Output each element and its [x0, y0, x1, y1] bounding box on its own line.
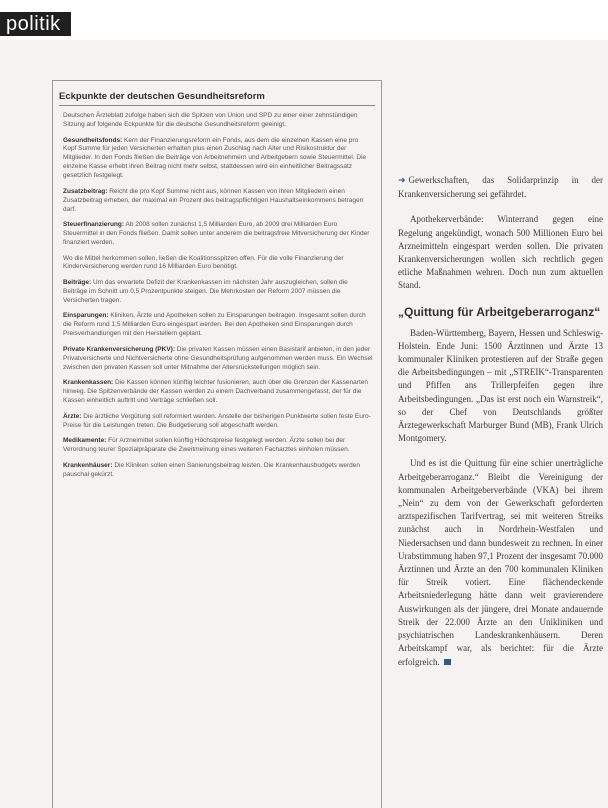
paragraph-text: Kliniken, Ärzte und Apotheken sollen zu Einsparungen beitragen. Insgesamt sollen durch die Reform rund 1,5 Milliarden Euro eingespart werden. Bei den Apotheken sind Einsparungen durch Preisverhandlungen mit den Herstellern geplant.: [63, 312, 366, 338]
info-box-title: Eckpunkte der deutschen Gesundheitsreform: [59, 91, 375, 106]
article-paragraph-2: Baden-Württemberg, Bayern, Hessen und Schleswig-Holstein. Ende Juni: 1500 Ärztinnen und Ärzte 13 kommunaler Kliniken protestieren auf der Straße gegen die Arbeitsbedingungen – mit „STREIK“-Transparenten und Pfiffen ans Trillerpfeifen gegen ihre Arbeitsbedingungen. „Das ist erst noch ein Warnstreik“, so der Chef von Deutschlands größter Ärztegewerkschaft Marburger Bund (MB), Frank Ulrich Montgomery.: [398, 327, 603, 444]
paragraph-lead: Krankenhäuser:: [63, 461, 113, 469]
article-paragraph-3: [398, 457, 603, 668]
info-box-paragraph: [63, 346, 373, 373]
paragraph-lead: Gesundheitsfonds:: [63, 136, 123, 144]
paragraph-lead: Private Krankenversicherung (PKV):: [63, 345, 175, 353]
info-box-paragraphs: [53, 112, 381, 479]
info-box-paragraph: [63, 279, 373, 306]
paragraph-text: Ab 2008 sollen zunächst 1,5 Milliarden Euro, ab 2009 drei Milliarden Euro Steuermittel in den Fonds fließen. Damit sollen unter anderem die beitragsfreie Mitversicherung der Kinder finanziert werden.: [63, 221, 370, 246]
end-mark-icon: [444, 659, 451, 665]
article-paragraph-1: Apothekerverbände: Winterrand gegen eine Regelung angekündigt, wonach 500 Millionen Euro bei Arzneimitteln eingespart werden sollen. Die privaten Krankenversicherungen wollen sich rechtlich gegen etliche Maßnahmen wehren. Doch nun zum aktuellen Stand.: [398, 214, 603, 291]
section-tag: politik: [0, 12, 71, 36]
info-box-paragraph: [63, 188, 373, 215]
info-box-paragraph: [63, 437, 373, 455]
paragraph-text: Die Kassen können künftig leichter fusionieren, auch über die Grenzen der Kassenarten hinweg. Die Spitzenverbände der Kassen werden zu einem Dachverband zusammengefasst, der für die Kassen einheitlich auftritt und Verträge schließen soll.: [63, 379, 368, 405]
info-box-paragraph: [63, 462, 373, 480]
paragraph-lead: Einsparungen:: [63, 312, 109, 320]
paragraph-text: Die privaten Kassen müssen einen Basistarif anbieten, in den jeder Privatversicherte und Nichtversicherte ohne Gesundheitsprüfung aufgenommen werden muss. Ein Wechsel zwischen den privaten Kassen soll unter Mitnahme der Altersrückstellungen möglich sein.: [63, 345, 373, 371]
paragraph-text: Für Arzneimittel sollen künftig Höchstpreise festgelegt werden. Ärzte sollen bei der Verordnung teurer Spezialpräparate die Zweitmeinung eines weiteren Facharztes einholen müssen.: [63, 437, 350, 454]
article-opening-text: Gewerkschaften, das Solidarprinzip in der Krankenversicherung sei gefährdet.: [398, 175, 603, 200]
paragraph-text: Die Kliniken sollen einen Sanierungsbeitrag leisten. Die Krankenhausbudgets werden pauschal gekürzt.: [63, 461, 361, 478]
paragraph-text: Die ärztliche Vergütung soll reformiert werden. Anstelle der bisherigen Punktwerte sollen feste Euro-Preise für die Leistungen treten. Die Budgetierung soll abgeschafft werden.: [63, 412, 371, 429]
paragraph-lead: Beiträge:: [63, 279, 92, 287]
article-subheading: „Quittung für Arbeitgeberarroganz“: [398, 304, 601, 319]
paragraph-lead: Krankenkassen:: [63, 379, 114, 387]
info-box-paragraph: [63, 379, 373, 406]
paragraph-lead: Steuerfinanzierung:: [63, 221, 125, 229]
paragraph-lead: Zusatzbeitrag:: [63, 187, 108, 195]
info-box-paragraph: [63, 413, 373, 431]
paragraph-lead: Medikamente:: [63, 437, 107, 445]
article-column: [398, 174, 603, 681]
page-header: [0, 0, 608, 40]
info-box-paragraph: [63, 221, 373, 248]
info-box-frame: [52, 80, 382, 808]
info-box-paragraph: [63, 312, 373, 339]
article-paragraph-3-text: Und es ist die Quittung für eine schier unerträgliche Arbeitgeberarroganz.“ Bleibt die Vereinigung der kommunalen Arbeitgeberverbände (VKA) bei ihrem „Nein“ zu dem von der Gewerkschaft geforderten arztspezifischen Tarifvertrag, sei mit weiteren Streiks zunächst auch in Nordrhein-Westfalen und Niedersachsen und dann bundesweit zu rechnen. In einer Urabstimmung haben 97,1 Prozent der insgesamt 70.000 Ärztinnen und Ärzte an den 700 kommunalen Kliniken für Streik votiert. Eine flächendeckende Arbeitsniederlegung hätte dann weit gravierendere Auswirkungen als der jüngere, drei Monate andauernde Streik der 22.000 Ärzte an den Unikliniken und psychiatrischen Landeskrankenhäusern. Deren Arbeitskampf war, als berichtet: für die Ärzte erfolgreich.: [398, 458, 603, 667]
info-box-paragraph: [63, 112, 373, 130]
paragraph-text: Reicht die pro Kopf Summe nicht aus, können Kassen von ihren Mitgliedern einen Zusatzbeitrag erheben, der maximal ein Prozent des beitragspflichtigen Haushaltseinkommens betragen darf.: [63, 187, 364, 213]
paragraph-lead: Ärzte:: [63, 412, 82, 420]
paragraph-text: Um das erwartete Defizit der Krankenkassen im nächsten Jahr auszugleichen, sollen die Beiträge im Schnitt um 0,5 Prozentpunkte steigen. Die Mehrkosten der Reform 2007 müssen die Versicherten tragen.: [63, 279, 348, 304]
info-box-paragraph: [63, 137, 373, 182]
article-opening: [398, 174, 603, 201]
info-box: [53, 91, 381, 486]
info-box-paragraph: [63, 255, 373, 273]
paragraph-text: Deutschen Ärzteblatt zufolge haben sich die Spitzen von Union und SPD zu einer einer zehnstündigen Sitzung auf folgende Eckpunkte für die deutsche Gesundheitsreform geeinigt.: [63, 112, 358, 128]
continuation-arrow-icon: ➜: [398, 176, 406, 186]
paragraph-text: Wo die Mittel herkommen sollen, ließen die Koalitionsspitzen offen. Für die volle Finanzierung der Kinderversicherung werden rund 16 Milliarden Euro benötigt.: [63, 254, 344, 271]
paragraph-text: Kern der Finanzierungsreform ein Fonds, aus dem die einzelnen Kassen eine pro Kopf Summe für jeden Versicherten erhalten plus einen Zuschlag nach Alter und Risikostruktur der Mitglieder. In den Fonds fließen die Beiträge von Arbeitnehmern und Arbeitgebern sowie Steuermittel. Die einzelne Kasse erhebt ihren Beitrag nicht mehr selbst, stattdessen wird ein einheitlicher Beitragssatz gesetzlich festgelegt.: [63, 136, 367, 180]
